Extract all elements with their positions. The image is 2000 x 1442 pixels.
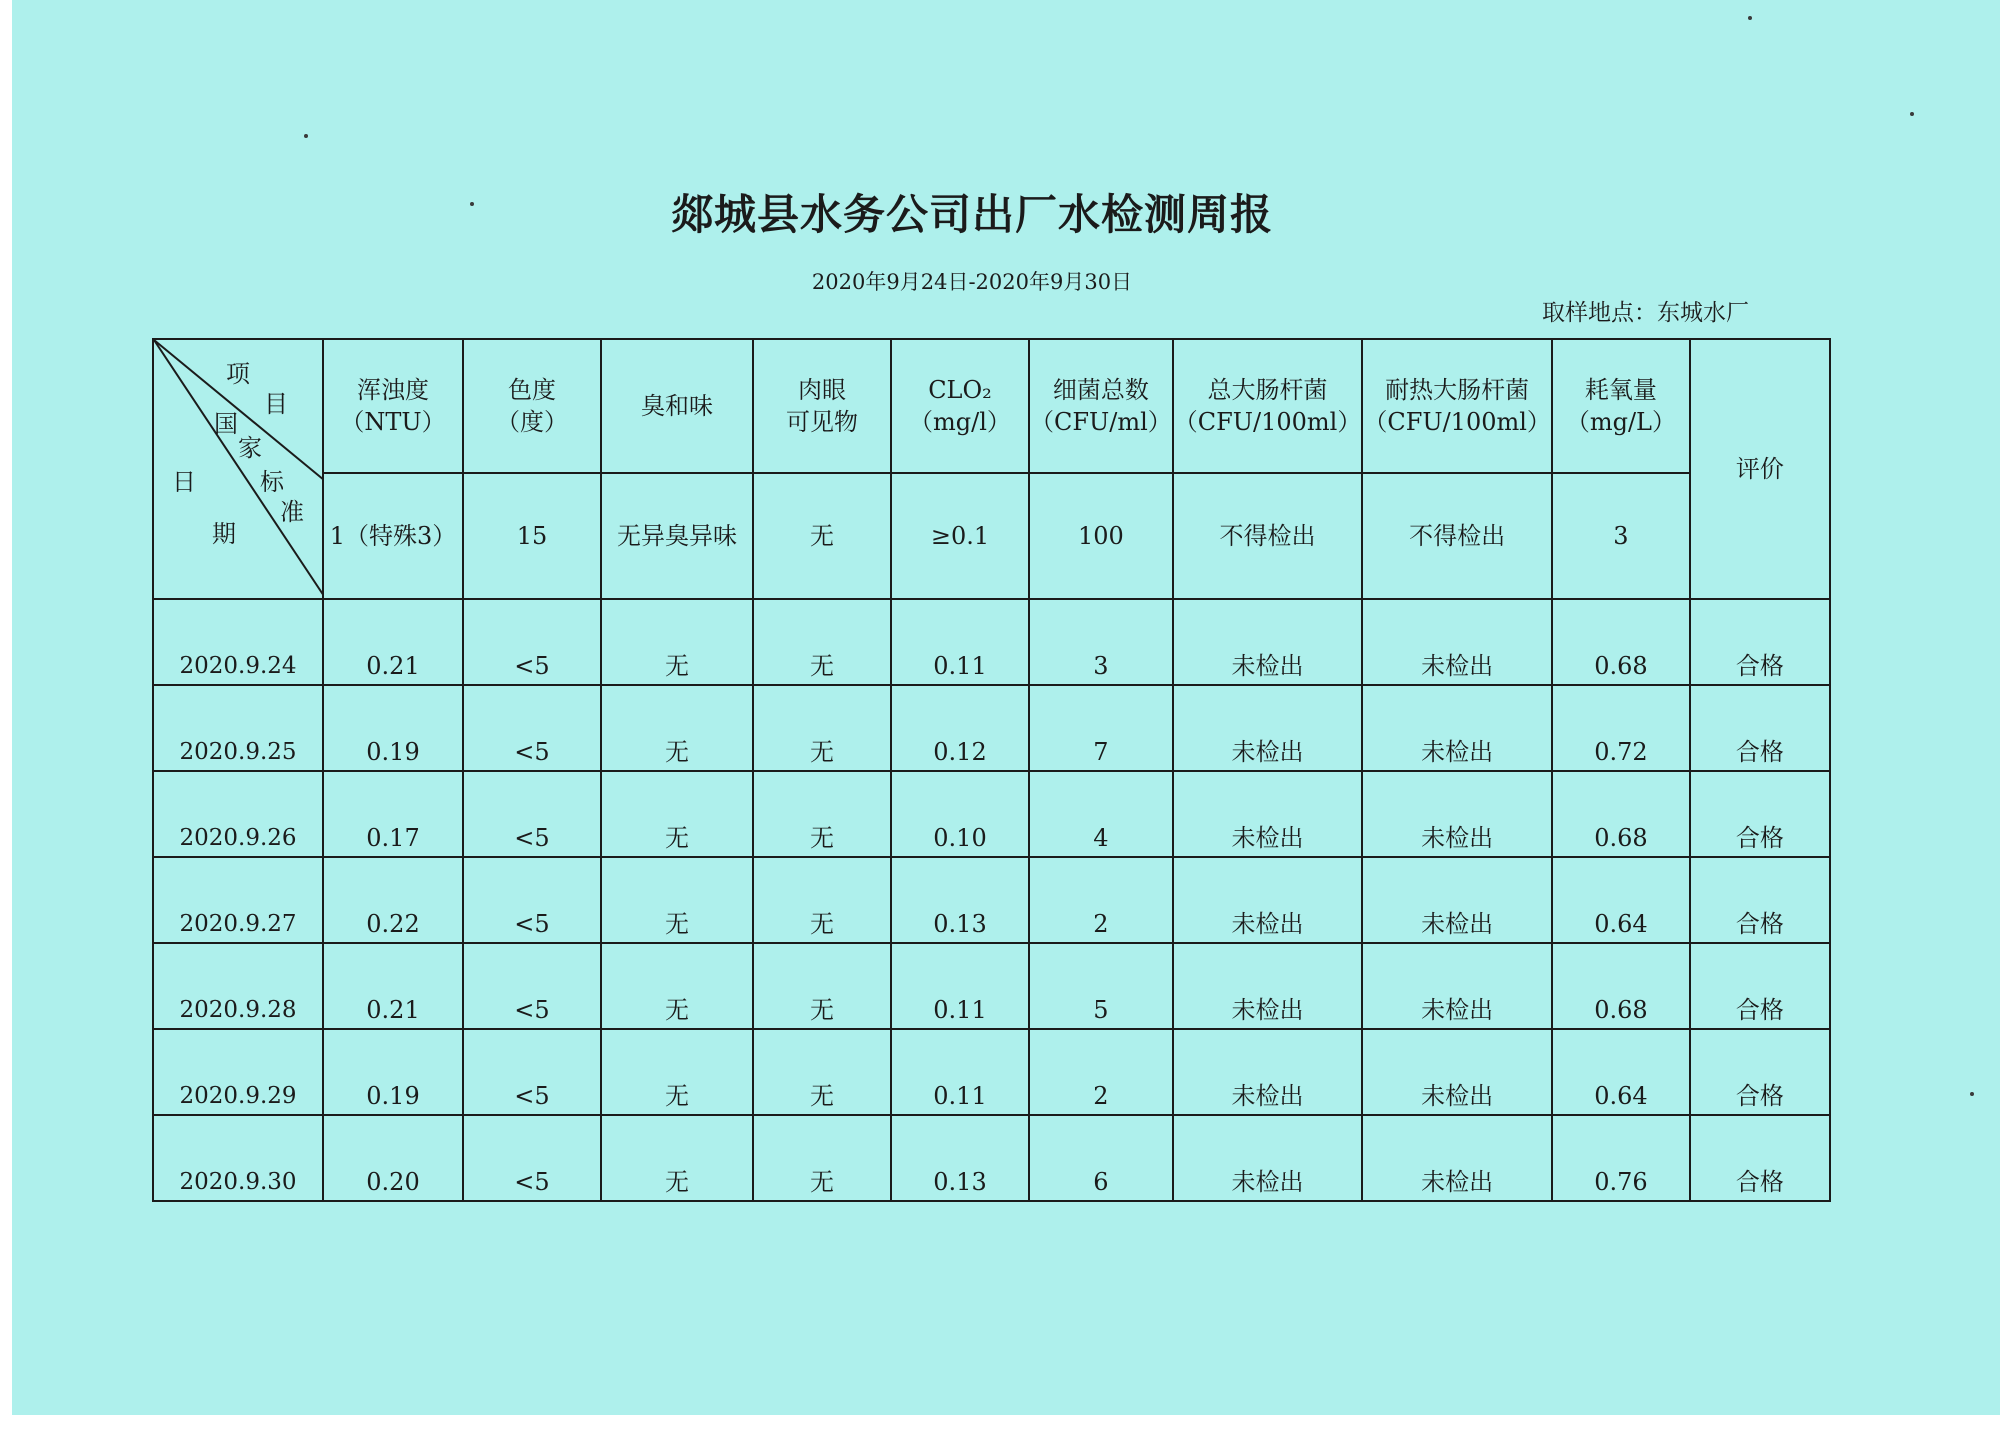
table-cell: 无 [753,1115,891,1201]
table-cell: 无 [753,857,891,943]
evaluation-cell: 合格 [1690,685,1830,771]
corner-label-std-1: 国 [214,410,238,438]
table-cell: 未检出 [1362,771,1552,857]
standard-cell: 无异臭异味 [601,473,753,599]
table-row [153,943,1830,1029]
standard-cell: ≥0.1 [891,473,1029,599]
table-cell: 2 [1029,857,1173,943]
table-cell: 0.19 [323,1029,463,1115]
table-cell: 未检出 [1173,771,1363,857]
header-name: 总大肠杆菌 [1207,375,1328,404]
table-cell: <5 [463,943,601,1029]
table-row [153,1029,1830,1115]
corner-label-date-2: 期 [212,520,236,548]
date-cell: 2020.9.27 [153,857,323,943]
evaluation-cell: 合格 [1690,1029,1830,1115]
header-unit: 可见物 [786,408,858,436]
evaluation-cell: 合格 [1690,1115,1830,1201]
table-cell: 0.22 [323,857,463,943]
standard-cell: 不得检出 [1362,473,1552,599]
header-clo2 [891,339,1029,473]
evaluation-cell: 合格 [1690,599,1830,685]
table-cell: 0.11 [891,943,1029,1029]
table-cell: 0.76 [1552,1115,1690,1201]
table-cell: 未检出 [1362,943,1552,1029]
table-cell: 无 [753,943,891,1029]
table-cell: 未检出 [1173,1029,1363,1115]
table-cell: 0.13 [891,857,1029,943]
table-cell: 无 [753,1029,891,1115]
scan-speck [470,202,474,206]
table-cell: 4 [1029,771,1173,857]
corner-label-std-2: 家 [238,434,262,462]
table-cell: <5 [463,685,601,771]
table-cell: 未检出 [1362,1029,1552,1115]
date-cell: 2020.9.30 [153,1115,323,1201]
corner-label-date-1: 日 [172,468,196,496]
standard-cell: 无 [753,473,891,599]
date-cell: 2020.9.25 [153,685,323,771]
standard-cell: 100 [1029,473,1173,599]
corner-label-item-1: 项 [226,360,250,388]
table-cell: 无 [753,685,891,771]
table-cell: 0.10 [891,771,1029,857]
date-cell: 2020.9.29 [153,1029,323,1115]
table-cell: 0.11 [891,599,1029,685]
standards-row [153,473,1830,599]
header-total-coliform [1173,339,1363,473]
table-row [153,857,1830,943]
table-cell: 无 [601,771,753,857]
table-cell: <5 [463,599,601,685]
report-period: 2020年9月24日-2020年9月30日 [811,270,1133,294]
table-cell: 0.11 [891,1029,1029,1115]
corner-header-cell [153,339,323,599]
table-cell: 0.17 [323,771,463,857]
table-cell: 0.68 [1552,943,1690,1029]
header-unit: （mg/L） [1565,408,1676,436]
table-cell: 5 [1029,943,1173,1029]
table-cell: 0.21 [323,599,463,685]
table-row [153,1115,1830,1201]
table-cell: 无 [601,1029,753,1115]
header-unit: （CFU/100ml） [1363,408,1551,436]
table-cell: 0.13 [891,1115,1029,1201]
scan-speck [304,134,308,138]
standard-cell: 1（特殊3） [323,473,463,599]
water-quality-table [152,338,1831,1202]
table-cell: 无 [601,1115,753,1201]
table-cell: <5 [463,1029,601,1115]
header-name: 细菌总数 [1052,375,1149,404]
header-evaluation: 评价 [1690,339,1830,599]
header-color [463,339,601,473]
table-row [153,771,1830,857]
standard-cell: 3 [1552,473,1690,599]
header-unit: （mg/l） [909,408,1011,436]
table-cell: 未检出 [1362,685,1552,771]
table-cell: 未检出 [1362,1115,1552,1201]
table-cell: 2 [1029,1029,1173,1115]
evaluation-cell: 合格 [1690,857,1830,943]
table-cell: 无 [753,599,891,685]
table-cell: 0.21 [323,943,463,1029]
header-name: 耗氧量 [1584,375,1657,404]
header-unit: （CFU/100ml） [1173,408,1362,436]
header-name: 肉眼 [798,375,846,404]
table-cell: 0.68 [1552,771,1690,857]
date-cell: 2020.9.26 [153,771,323,857]
header-unit: （度） [496,408,568,436]
table-cell: 未检出 [1173,685,1363,771]
table-cell: 0.19 [323,685,463,771]
table-cell: 无 [601,943,753,1029]
header-name: 臭和味 [641,391,713,420]
table-cell: 0.72 [1552,685,1690,771]
evaluation-cell: 合格 [1690,771,1830,857]
table-cell: <5 [463,857,601,943]
scan-speck [1748,16,1752,20]
header-oxygen-consumption [1552,339,1690,473]
header-name: 耐热大肠杆菌 [1385,375,1530,404]
corner-label-item-2: 目 [264,390,288,418]
table-row [153,599,1830,685]
header-unit: （CFU/ml） [1030,408,1172,436]
table-cell: <5 [463,1115,601,1201]
standard-cell: 不得检出 [1173,473,1363,599]
report-title: 郯城县水务公司出厂水检测周报 [670,190,1273,239]
table-cell: 无 [601,599,753,685]
table-cell: 未检出 [1173,857,1363,943]
table-cell: 未检出 [1173,1115,1363,1201]
header-row [153,339,1830,473]
header-visible-matter [753,339,891,473]
report-sheet [12,0,2000,1415]
header-bacteria-total [1029,339,1173,473]
header-thermotolerant-coliform [1362,339,1552,473]
table-cell: 3 [1029,599,1173,685]
scan-speck [1910,112,1914,116]
header-unit: （NTU） [340,408,446,436]
table-cell: 0.20 [323,1115,463,1201]
date-cell: 2020.9.28 [153,943,323,1029]
table-cell: 未检出 [1173,943,1363,1029]
table-cell: 无 [601,857,753,943]
table-cell: 无 [601,685,753,771]
table-cell: 6 [1029,1115,1173,1201]
header-odor [601,339,753,473]
table-cell: 未检出 [1362,857,1552,943]
date-cell: 2020.9.24 [153,599,323,685]
table-cell: 0.68 [1552,599,1690,685]
table-cell: 未检出 [1362,599,1552,685]
header-name: CLO₂ [928,375,992,404]
sampling-location: 取样地点：东城水厂 [1542,300,1749,326]
corner-label-std-3: 标 [260,468,284,496]
evaluation-cell: 合格 [1690,943,1830,1029]
table-cell: <5 [463,771,601,857]
table-cell: 7 [1029,685,1173,771]
table-row [153,685,1830,771]
table-cell: 0.64 [1552,857,1690,943]
header-turbidity [323,339,463,473]
header-name: 浑浊度 [357,375,429,404]
standard-cell: 15 [463,473,601,599]
table-cell: 无 [753,771,891,857]
table-cell: 未检出 [1173,599,1363,685]
corner-label-std-4: 准 [280,498,304,526]
header-name: 色度 [508,375,556,404]
table-cell: 0.12 [891,685,1029,771]
table-cell: 0.64 [1552,1029,1690,1115]
scan-speck [1970,1092,1974,1096]
